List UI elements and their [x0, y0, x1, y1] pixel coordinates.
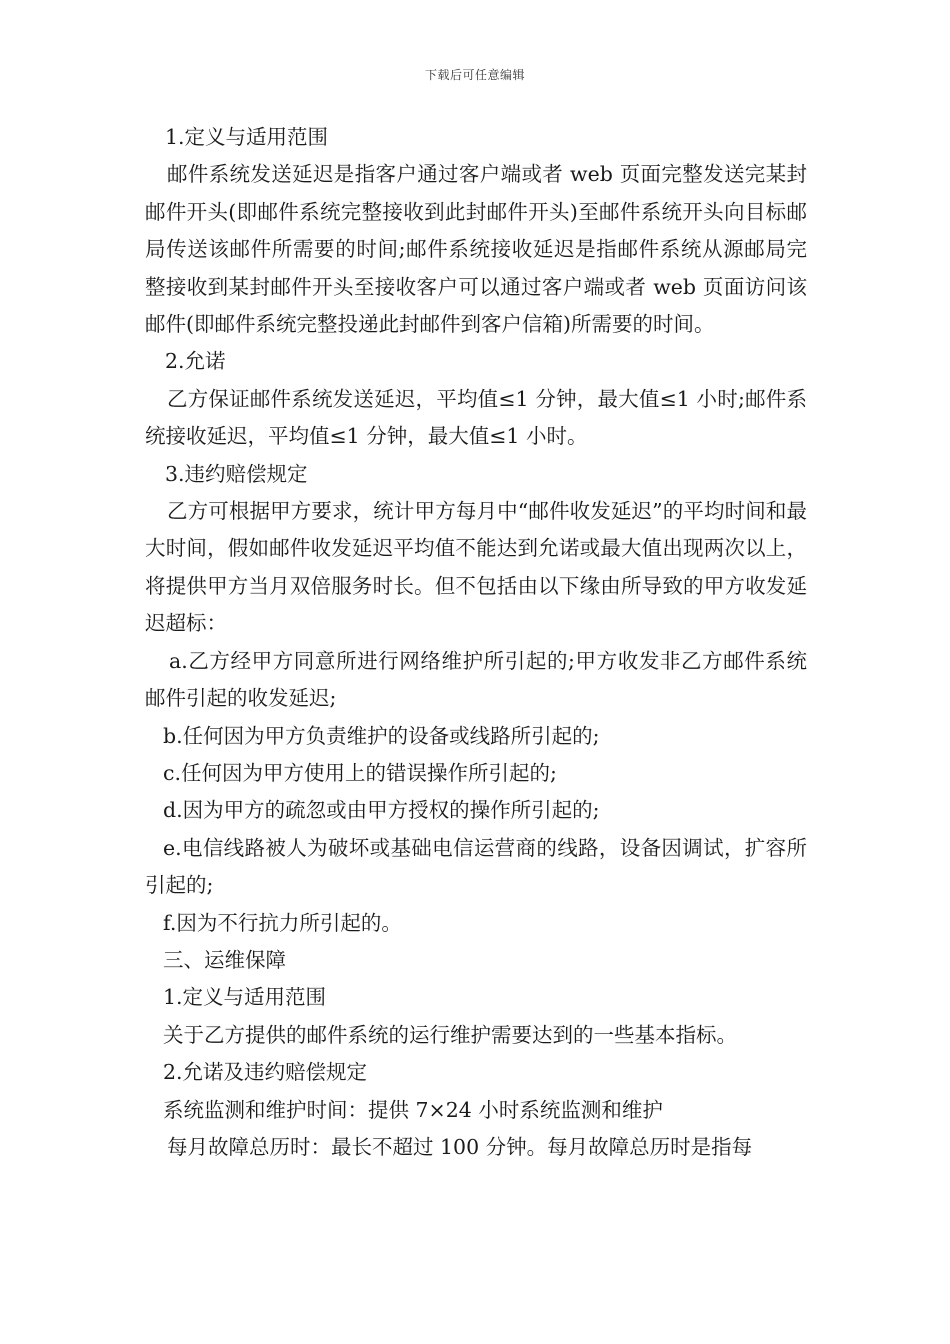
section-heading: 2.允诺 [165, 349, 226, 374]
page-header: 下载后可任意编辑 [424, 68, 525, 82]
body-paragraph: 乙方保证邮件系统发送延迟，平均值≤1 分钟，最大值≤1 小时;邮件系统接收延迟，平均值≤1 分钟，最大值≤1 小时。 [145, 386, 807, 449]
list-item: c.任何因为甲方使用上的错误操作所引起的; [163, 760, 557, 785]
list-item: b.任何因为甲方负责维护的设备或线路所引起的; [163, 723, 600, 748]
list-item: d.因为甲方的疏忽或由甲方授权的操作所引起的; [163, 798, 600, 823]
body-paragraph: 邮件系统发送延迟是指客户通过客户端或者 web 页面完整发送完某封邮件开头(即邮件系统完整接收到此封邮件开头)至邮件系统开头向目标邮局传送该邮件所需要的时间;邮件系统接收延迟是指邮件系统从源邮局完整接收到某封邮件开头至接收客户可以通过客户端或者 web 页面访问该邮件(即邮件系统完整投递此封邮件到客户信箱)所需要的时间。 [145, 162, 807, 337]
section-heading: 1.定义与适用范围 [165, 125, 329, 149]
body-paragraph: 乙方可根据甲方要求，统计甲方每月中“邮件收发延迟”的平均时间和最大时间，假如邮件收发延迟平均值不能达到允诺或最大值出现两次以上，将提供甲方当月双倍服务时长。但不包括由以下缘由所导致的甲方收发延迟超标： [145, 499, 807, 636]
body-paragraph: 关于乙方提供的邮件系统的运行维护需要达到的一些基本指标。 [163, 1022, 737, 1047]
list-item: f.因为不行抗力所引起的。 [163, 910, 402, 935]
section-heading: 1.定义与适用范围 [163, 985, 327, 1010]
chapter-heading: 三、运维保障 [163, 947, 286, 972]
document-body [145, 119, 807, 1166]
body-paragraph: 每月故障总历时：最长不超过 100 分钟。每月故障总历时是指每 [167, 1134, 753, 1159]
section-heading: 3.违约赔偿规定 [165, 461, 308, 486]
section-heading: 2.允诺及违约赔偿规定 [163, 1060, 368, 1085]
body-paragraph: 系统监测和维护时间：提供 7×24 小时系统监测和维护 [163, 1097, 663, 1122]
list-item: e.电信线路被人为破坏或基础电信运营商的线路，设备因调试，扩容所引起的; [145, 835, 807, 898]
list-item: a.乙方经甲方同意所进行网络维护所引起的;甲方收发非乙方邮件系统邮件引起的收发延迟; [145, 648, 807, 711]
